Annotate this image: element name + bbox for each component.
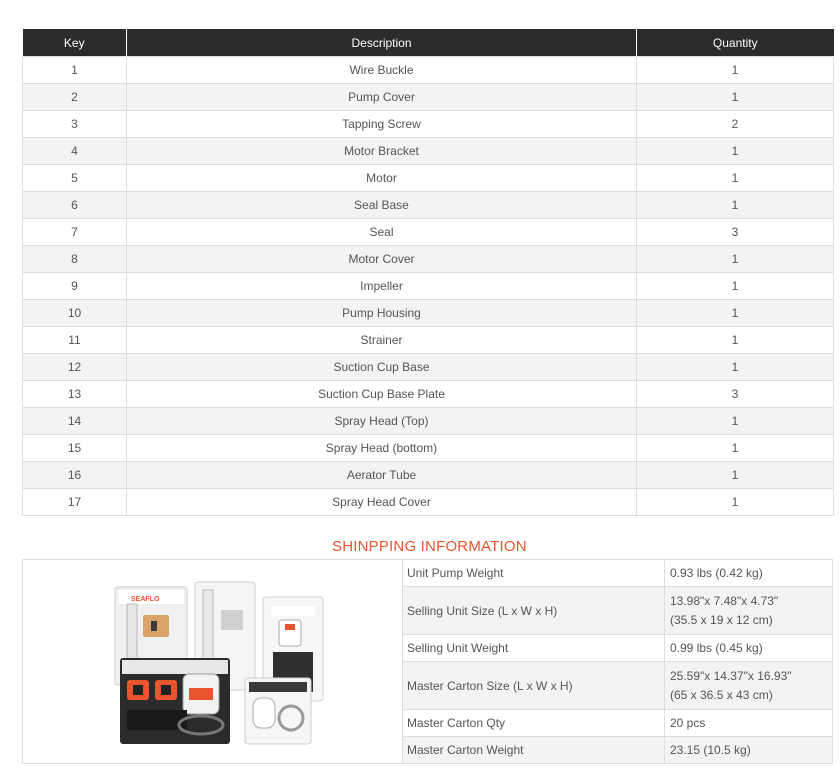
- cell-description: Wire Buckle: [127, 57, 637, 84]
- parts-table-body: [23, 57, 834, 516]
- header-key: Key: [23, 29, 127, 57]
- cell-quantity: 2: [637, 111, 834, 138]
- table-row: [23, 192, 834, 219]
- cell-key: 14: [23, 408, 127, 435]
- parts-table-header-row: [23, 29, 834, 57]
- table-row: [23, 381, 834, 408]
- cell-key: 2: [23, 84, 127, 111]
- table-row: [23, 300, 834, 327]
- cell-quantity: 1: [637, 246, 834, 273]
- shipping-row: [403, 560, 832, 587]
- cell-key: 9: [23, 273, 127, 300]
- shipping-label: Unit Pump Weight: [403, 560, 665, 586]
- cell-quantity: 1: [637, 138, 834, 165]
- shipping-row: [403, 587, 832, 635]
- cell-description: Spray Head (bottom): [127, 435, 637, 462]
- product-image-cell: [23, 560, 403, 763]
- cell-key: 16: [23, 462, 127, 489]
- table-row: [23, 273, 834, 300]
- cell-description: Seal Base: [127, 192, 637, 219]
- table-row: [23, 408, 834, 435]
- cell-description: Motor: [127, 165, 637, 192]
- shipping-value-line: 0.99 lbs (0.45 kg): [670, 640, 763, 655]
- shipping-value: [666, 710, 832, 736]
- cell-key: 17: [23, 489, 127, 516]
- shipping-value: [666, 560, 832, 586]
- shipping-value-line: 23.15 (10.5 kg): [670, 742, 751, 757]
- table-row: [23, 462, 834, 489]
- cell-quantity: 1: [637, 84, 834, 111]
- table-row: [23, 327, 834, 354]
- shipping-value-line: 20 pcs: [670, 715, 706, 730]
- cell-description: Tapping Screw: [127, 111, 637, 138]
- cell-quantity: 1: [637, 165, 834, 192]
- shipping-row: [403, 662, 832, 710]
- cell-description: Pump Cover: [127, 84, 637, 111]
- cell-description: Spray Head Cover: [127, 489, 637, 516]
- shipping-label: Master Carton Qty: [403, 710, 665, 736]
- cell-quantity: 1: [637, 300, 834, 327]
- shipping-label: Selling Unit Weight: [403, 635, 665, 661]
- cell-description: Impeller: [127, 273, 637, 300]
- cell-description: Aerator Tube: [127, 462, 637, 489]
- brand-text: SEAFLO: [131, 596, 160, 603]
- cell-quantity: 1: [637, 327, 834, 354]
- cell-key: 5: [23, 165, 127, 192]
- shipping-value-line: 0.93 lbs (0.42 kg): [670, 565, 763, 580]
- cell-key: 4: [23, 138, 127, 165]
- cell-quantity: 1: [637, 273, 834, 300]
- table-row: [23, 111, 834, 138]
- shipping-row: [403, 635, 832, 662]
- cell-quantity: 1: [637, 408, 834, 435]
- cell-description: Spray Head (Top): [127, 408, 637, 435]
- cell-quantity: 1: [637, 435, 834, 462]
- cell-description: Suction Cup Base Plate: [127, 381, 637, 408]
- cell-key: 8: [23, 246, 127, 273]
- cell-key: 15: [23, 435, 127, 462]
- header-description: Description: [127, 29, 637, 57]
- shipping-value: [666, 662, 832, 709]
- shipping-value: [666, 587, 832, 634]
- cell-quantity: 1: [637, 192, 834, 219]
- shipping-value: [666, 635, 832, 661]
- table-row: [23, 435, 834, 462]
- cell-key: 13: [23, 381, 127, 408]
- shipping-value-line: 13.98"x 7.48"x 4.73": [670, 593, 779, 608]
- shipping-value: [666, 737, 832, 763]
- cell-key: 1: [23, 57, 127, 84]
- table-row: [23, 489, 834, 516]
- cell-description: Strainer: [127, 327, 637, 354]
- cell-quantity: 1: [637, 57, 834, 84]
- cell-key: 11: [23, 327, 127, 354]
- package-front-left: [120, 658, 230, 744]
- parts-table: [22, 29, 834, 516]
- shipping-rows: [403, 560, 832, 763]
- shipping-row: [403, 710, 832, 737]
- shipping-info-block: [22, 559, 833, 764]
- table-row: [23, 219, 834, 246]
- table-row: [23, 57, 834, 84]
- cell-key: 3: [23, 111, 127, 138]
- shipping-label: Master Carton Weight: [403, 737, 665, 763]
- cell-description: Motor Cover: [127, 246, 637, 273]
- cell-description: Suction Cup Base: [127, 354, 637, 381]
- product-packages-image: [23, 560, 402, 763]
- cell-key: 12: [23, 354, 127, 381]
- shipping-label: Selling Unit Size (L x W x H): [403, 587, 665, 634]
- cell-key: 6: [23, 192, 127, 219]
- shipping-value-line: (65 x 36.5 x 43 cm): [670, 687, 773, 702]
- table-row: [23, 165, 834, 192]
- cell-quantity: 1: [637, 354, 834, 381]
- shipping-title: SHINPPING INFORMATION: [332, 538, 527, 555]
- package-front-right: [245, 678, 311, 744]
- table-row: [23, 84, 834, 111]
- cell-quantity: 1: [637, 462, 834, 489]
- table-row: [23, 354, 834, 381]
- shipping-value-line: 25.59"x 14.37"x 16.93": [670, 668, 792, 683]
- cell-key: 10: [23, 300, 127, 327]
- shipping-value-line: (35.5 x 19 x 12 cm): [670, 612, 773, 627]
- table-row: [23, 246, 834, 273]
- shipping-row: [403, 737, 832, 763]
- cell-key: 7: [23, 219, 127, 246]
- shipping-label: Master Carton Size (L x W x H): [403, 662, 665, 709]
- cell-quantity: 3: [637, 381, 834, 408]
- header-quantity: Quantity: [637, 29, 834, 57]
- table-row: [23, 138, 834, 165]
- cell-description: Seal: [127, 219, 637, 246]
- cell-quantity: 1: [637, 489, 834, 516]
- cell-quantity: 3: [637, 219, 834, 246]
- cell-description: Pump Housing: [127, 300, 637, 327]
- cell-description: Motor Bracket: [127, 138, 637, 165]
